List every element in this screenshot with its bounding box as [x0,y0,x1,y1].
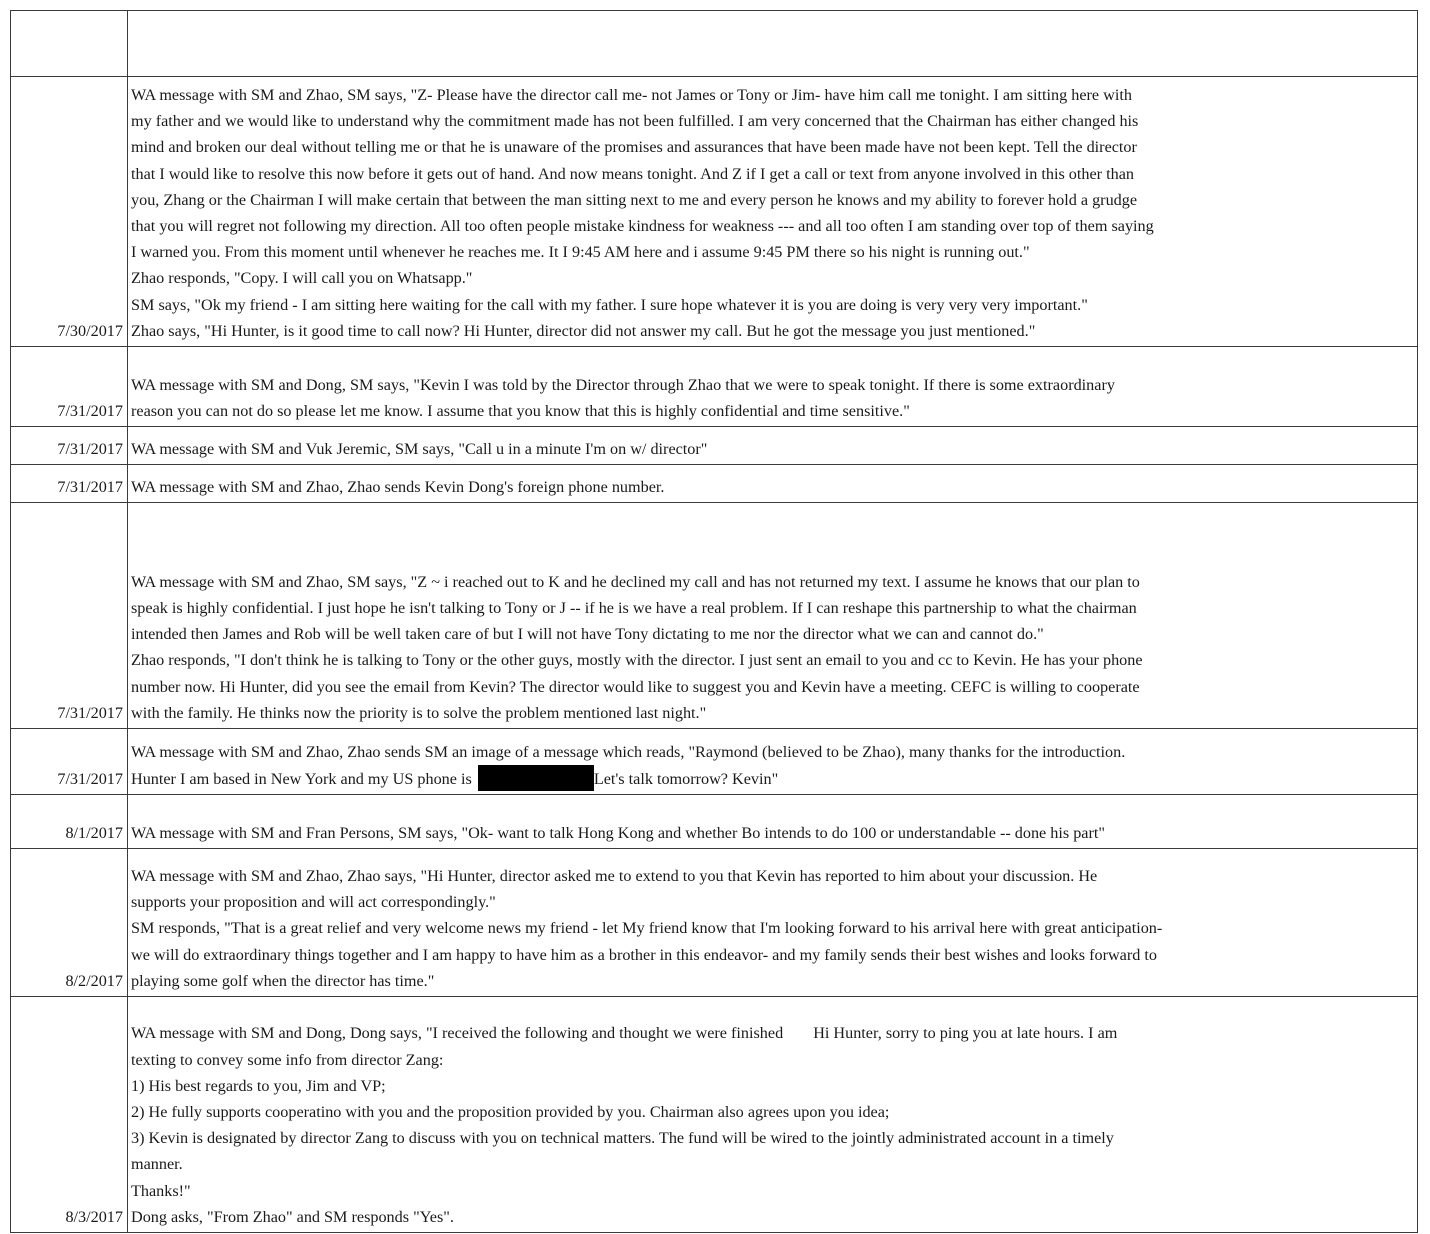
entry-date: 8/2/2017 [11,849,128,997]
table-row [11,729,1418,795]
text-fragment: Hunter I am based in New York and my US phone is [131,769,472,788]
text-line: that you will regret not following my direction. All too often people mistake kindness for weakness --- and all too often I am standing over top of them saying [131,216,1154,235]
text-line: 2) He fully supports cooperatino with you and the proposition provided by you. Chairman also agrees upon you idea; [131,1102,890,1121]
text-line: that I would like to resolve this now before it gets out of hand. And now means tonight. And Z if I get a call or text from anyone involved in this other than [131,164,1134,183]
entry-text [128,503,1418,729]
text-line: Zhao responds, "Copy. I will call you on Whatsapp." [131,269,473,288]
text-fragment: Hi Hunter, sorry to ping you at late hours. I am [813,1024,1118,1043]
entry-date: 8/3/2017 [11,997,128,1233]
entry-date: 7/31/2017 [11,729,128,795]
text-line: WA message with SM and Zhao, SM says, "Z ~ i reached out to K and he declined my call and has not returned my text. I assume he knows that our plan to [131,572,1140,591]
entry-text [128,849,1418,997]
entry-date [11,11,128,77]
text-line: Dong asks, "From Zhao" and SM responds "Yes". [131,1207,454,1226]
entry-date: 7/31/2017 [11,347,128,427]
text-line: intended then James and Rob will be well taken care of but I will not have Tony dictating to me nor the director what we can and cannot do." [131,625,1044,644]
redaction-box [478,765,594,791]
entry-text [128,795,1418,849]
text-line: speak is highly confidential. I just hope he isn't talking to Tony or J -- if he is we have a real problem. If I can reshape this partnership to what the chairman [131,598,1137,617]
text-line: Thanks!" [131,1181,191,1200]
text-line: number now. Hi Hunter, did you see the email from Kevin? The director would like to suggest you and Kevin have a meeting. CEFC is willing to cooperate [131,677,1140,696]
text-fragment: Let's talk tomorrow? Kevin" [593,769,779,788]
table-row [11,795,1418,849]
text-line: you, Zhang or the Chairman I will make certain that between the man sitting next to me and every person he knows and my ability to forever hold a grudge [131,190,1138,209]
text-line [131,765,1414,792]
entry-date: 7/31/2017 [11,503,128,729]
text-line: SM responds, "That is a great relief and very welcome news my friend - let My friend know that I'm looking forward to his arrival here with great anticipation- [131,919,1163,938]
entry-date: 7/31/2017 [11,427,128,465]
text-line: WA message with SM and Zhao, Zhao sends SM an image of a message which reads, "Raymond (believed to be Zhao), many thanks for the introduction. [131,742,1126,761]
table-row [11,997,1418,1233]
entry-date: 8/1/2017 [11,795,128,849]
table-row [11,849,1418,997]
text-line: WA message with SM and Vuk Jeremic, SM says, "Call u in a minute I'm on w/ director" [131,439,708,458]
text-line: 1) His best regards to you, Jim and VP; [131,1076,386,1095]
text-line: WA message with SM and Zhao, Zhao sends Kevin Dong's foreign phone number. [131,477,665,496]
text-line: with the family. He thinks now the priority is to solve the problem mentioned last night." [131,703,707,722]
text-line: WA message with SM and Fran Persons, SM says, "Ok- want to talk Hong Kong and whether Bo intends to do 100 or understandable -- done his part" [131,823,1105,842]
text-line: reason you can not do so please let me know. I assume that you know that this is highly confidential and time sensitive." [131,401,910,420]
entry-date: 7/30/2017 [11,77,128,347]
message-log-body [11,11,1418,1233]
text-line: WA message with SM and Zhao, SM says, "Z- Please have the director call me- not James or Tony or Jim- have him call me tonight. I am sitting here with [131,85,1132,104]
table-row [11,427,1418,465]
table-row [11,11,1418,77]
text-line: playing some golf when the director has time." [131,971,435,990]
text-fragment: WA message with SM and Dong, Dong says, "I received the following and thought we were finished [131,1024,784,1043]
text-line: Zhao says, "Hi Hunter, is it good time to call now? Hi Hunter, director did not answer my call. But he got the message you just mentioned." [131,321,1036,340]
text-line: supports your proposition and will act correspondingly." [131,893,496,912]
text-line: we will do extraordinary things together and I am happy to have him as a brother in this endeavor- and my family sends their best wishes and looks forward to [131,945,1157,964]
text-line: WA message with SM and Zhao, Zhao says, "Hi Hunter, director asked me to extend to you that Kevin has reported to him about your discussion. He [131,866,1098,885]
entry-text [128,997,1418,1233]
entry-text [128,427,1418,465]
message-log-table [10,10,1418,1233]
text-line: my father and we would like to understand why the commitment made has not been fulfilled. I am very concerned that the Chairman has either changed his [131,112,1139,131]
text-line [131,1020,1414,1046]
text-line: WA message with SM and Dong, SM says, "Kevin I was told by the Director through Zhao that we were to speak tonight. If there is some extraordinary [131,375,1115,394]
text-line: 3) Kevin is designated by director Zang to discuss with you on technical matters. The fund will be wired to the jointly administrated account in a timely [131,1129,1114,1148]
entry-date: 7/31/2017 [11,465,128,503]
entry-text [128,11,1418,77]
text-line: mind and broken our deal without telling me or that he is unaware of the promises and assurances that have been made have not been kept. Tell the director [131,138,1137,157]
table-row [11,347,1418,427]
table-row [11,503,1418,729]
text-line: Zhao responds, "I don't think he is talking to Tony or the other guys, mostly with the director. I just sent an email to you and cc to Kevin. He has your phone [131,651,1143,670]
entry-text [128,729,1418,795]
entry-text [128,347,1418,427]
table-row [11,77,1418,347]
text-line: I warned you. From this moment until whenever he reaches me. It I 9:45 AM here and i assume 9:45 PM there so his night is running out." [131,243,1030,262]
text-line: manner. [131,1155,183,1174]
entry-text [128,77,1418,347]
text-line: SM says, "Ok my friend - I am sitting here waiting for the call with my father. I sure hope whatever it is you are doing is very very very important." [131,295,1088,314]
entry-text [128,465,1418,503]
table-row [11,465,1418,503]
text-line: texting to convey some info from director Zang: [131,1050,444,1069]
header-fragment [962,0,1092,8]
